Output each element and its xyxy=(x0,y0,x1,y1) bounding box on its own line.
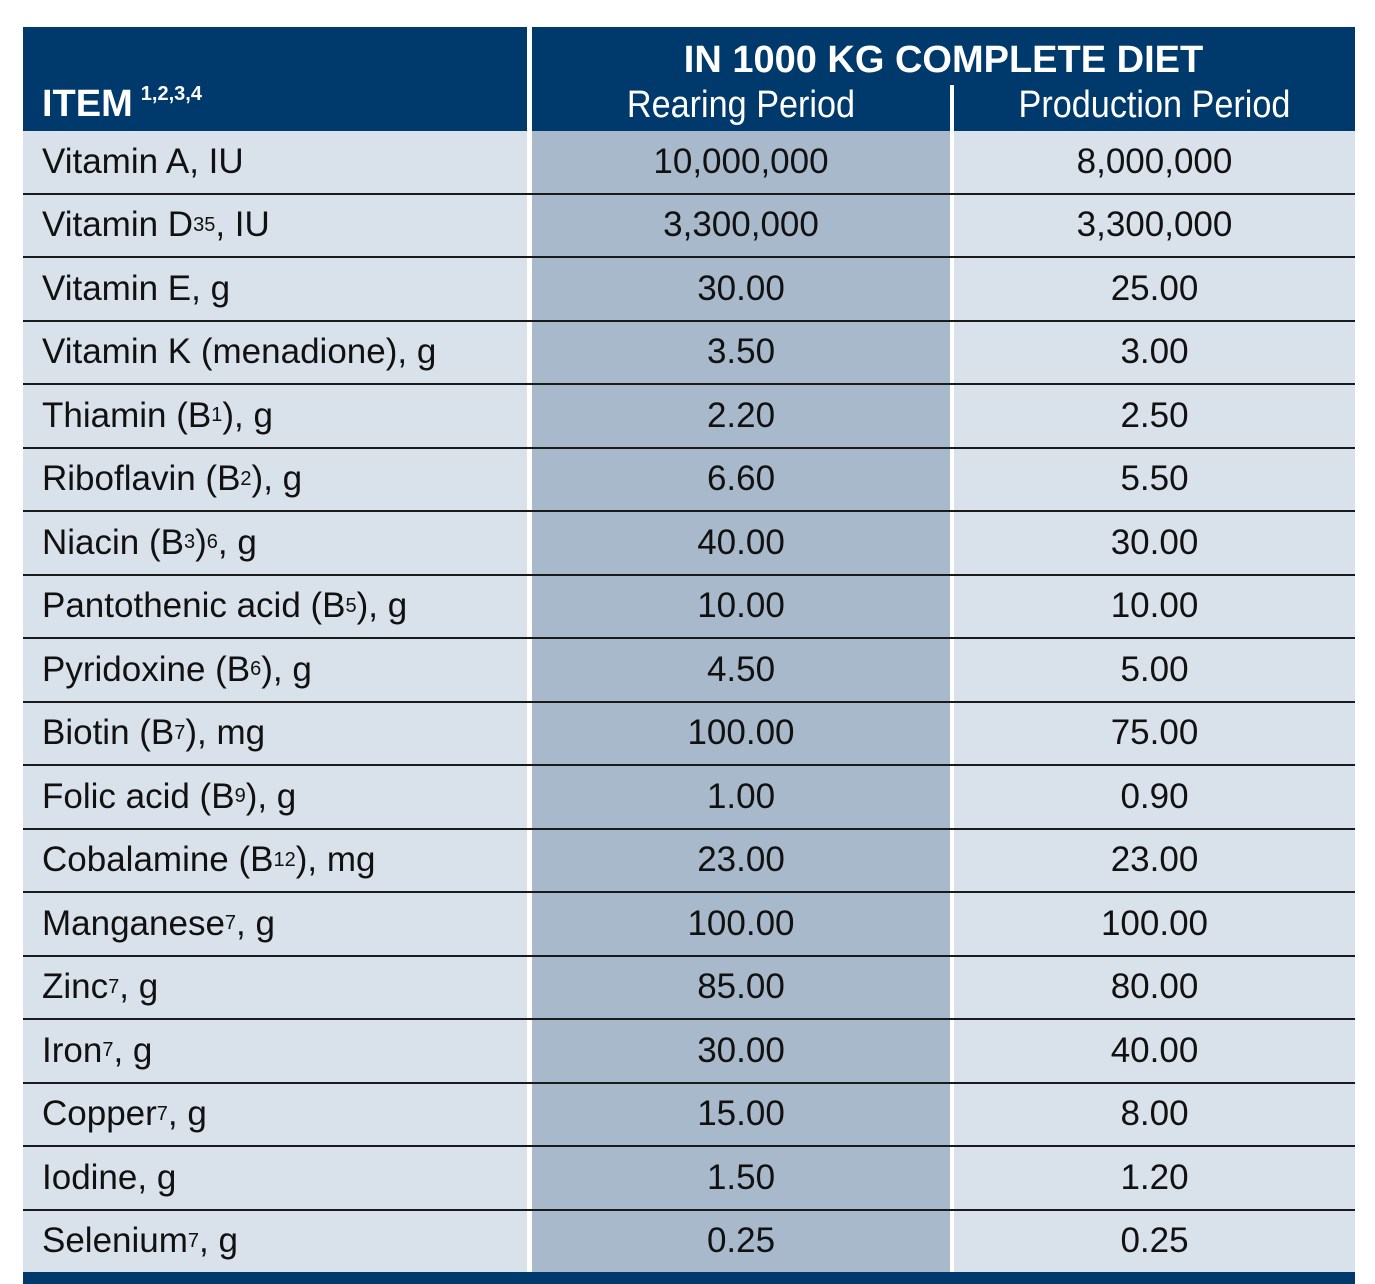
item-name: Iodine xyxy=(42,1157,138,1197)
item-subscript: 9 xyxy=(234,785,246,808)
production-value-cell: 0.25 xyxy=(1120,1221,1189,1261)
table-row xyxy=(23,385,1355,449)
rearing-value-cell: 15.00 xyxy=(532,1084,950,1146)
production-value-cell: 23.00 xyxy=(1110,840,1199,880)
item-unit: , IU xyxy=(215,205,270,245)
item-unit: ), mg xyxy=(185,713,266,753)
item-name: Cobalamine (B xyxy=(42,840,274,880)
item-unit: ), g xyxy=(245,776,297,816)
item-cell xyxy=(23,1211,527,1273)
item-subscript: 7 xyxy=(174,721,186,744)
item-cell xyxy=(23,639,527,701)
item-name: Riboflavin (B xyxy=(42,459,241,499)
item-subscript: 5 xyxy=(345,594,357,617)
item-header-text: ITEM xyxy=(42,83,133,125)
rearing-value-cell: 10.00 xyxy=(532,576,950,638)
production-value-cell: 80.00 xyxy=(1110,967,1199,1007)
table-row xyxy=(23,1211,1355,1273)
item-subscript: 3 xyxy=(193,213,205,236)
item-superscript: 7 xyxy=(102,1039,114,1062)
production-value-cell: 3,300,000 xyxy=(1076,205,1233,245)
table-row xyxy=(23,576,1355,640)
table-bottom-bar xyxy=(23,1272,1355,1284)
item-cell xyxy=(23,1084,527,1146)
rearing-value-cell: 6.60 xyxy=(532,449,950,511)
table-row xyxy=(23,1147,1355,1211)
item-cell xyxy=(23,385,527,447)
table-row xyxy=(23,195,1355,259)
item-name: Biotin (B xyxy=(42,713,175,753)
table-row xyxy=(23,322,1355,386)
item-cell xyxy=(23,322,527,384)
item-unit: ), mg xyxy=(295,840,376,880)
table-row xyxy=(23,893,1355,957)
production-value-cell: 25.00 xyxy=(1110,268,1199,308)
production-value-cell: 2.50 xyxy=(1120,395,1189,435)
table-row xyxy=(23,639,1355,703)
item-cell xyxy=(23,195,527,257)
table-row xyxy=(23,766,1355,830)
item-cell xyxy=(23,766,527,828)
item-name: Zinc xyxy=(42,967,109,1007)
rearing-value-cell: 1.50 xyxy=(532,1147,950,1209)
item-unit: , IU xyxy=(189,141,244,181)
rearing-value-cell: 30.00 xyxy=(532,1020,950,1082)
table-row xyxy=(23,703,1355,767)
table-row xyxy=(23,131,1355,195)
item-unit: , g xyxy=(191,268,231,308)
rearing-value-cell: 0.25 xyxy=(532,1211,950,1273)
item-unit: , g xyxy=(236,903,275,943)
vitamin-mineral-table xyxy=(23,27,1355,1284)
item-cell xyxy=(23,449,527,511)
production-value-cell: 3.00 xyxy=(1120,332,1189,372)
item-cell xyxy=(23,957,527,1019)
item-name: Vitamin D xyxy=(42,205,194,245)
item-unit: ) xyxy=(195,522,207,562)
item-unit: , g xyxy=(113,1030,153,1070)
item-cell xyxy=(23,830,527,892)
rearing-value-cell: 40.00 xyxy=(532,512,950,574)
item-name: Pyridoxine (B xyxy=(42,649,251,689)
item-name: Vitamin E xyxy=(42,268,192,308)
item-unit: , g xyxy=(397,332,437,372)
table-row xyxy=(23,258,1355,322)
item-subscript: 1 xyxy=(211,404,223,427)
rearing-value-cell: 3.50 xyxy=(532,322,950,384)
production-value-cell: 8,000,000 xyxy=(1076,141,1233,181)
production-value-cell: 0.90 xyxy=(1120,776,1189,816)
production-value-cell: 75.00 xyxy=(1110,713,1199,753)
item-name: Iron xyxy=(42,1030,103,1070)
table-row xyxy=(23,1020,1355,1084)
item-cell xyxy=(23,576,527,638)
item-name: Vitamin K (menadione) xyxy=(42,332,398,372)
item-unit: ), g xyxy=(356,586,408,626)
item-unit: , g xyxy=(199,1221,238,1261)
item-unit: ), g xyxy=(251,459,303,499)
rearing-value-cell: 4.50 xyxy=(532,639,950,701)
table-body xyxy=(23,131,1355,1272)
item-subscript: 2 xyxy=(240,467,252,490)
rearing-value-cell: 23.00 xyxy=(532,830,950,892)
table-row xyxy=(23,830,1355,894)
item-name: Vitamin A xyxy=(42,141,190,181)
item-superscript: 7 xyxy=(108,975,120,998)
item-unit: , g xyxy=(137,1157,177,1197)
item-name: Niacin (B xyxy=(42,522,184,562)
table-row xyxy=(23,1084,1355,1148)
rearing-value-cell: 100.00 xyxy=(532,893,950,955)
diet-group-title: IN 1000 KG COMPLETE DIET xyxy=(683,39,1204,81)
item-cell xyxy=(23,1147,527,1209)
production-value-cell: 40.00 xyxy=(1110,1030,1199,1070)
item-unit: , g xyxy=(119,967,159,1007)
item-footnotes: 1,2,3,4 xyxy=(140,83,202,105)
rearing-value-cell: 2.20 xyxy=(532,385,950,447)
item-subscript: 6 xyxy=(250,658,262,681)
item-superscript: 6 xyxy=(206,531,218,554)
item-column-header xyxy=(42,83,202,126)
item-name: Manganese xyxy=(42,903,225,943)
item-cell xyxy=(23,258,527,320)
item-unit: , g xyxy=(167,1094,207,1134)
item-unit: ), g xyxy=(261,649,312,689)
rearing-value-cell: 1.00 xyxy=(532,766,950,828)
production-value-cell: 30.00 xyxy=(1110,522,1199,562)
item-cell xyxy=(23,131,527,193)
table-row xyxy=(23,957,1355,1021)
item-superscript: 5 xyxy=(204,213,216,236)
header-subdivider xyxy=(950,85,954,131)
item-name: Folic acid (B xyxy=(42,776,235,816)
production-value-cell: 8.00 xyxy=(1120,1094,1189,1134)
production-value-cell: 10.00 xyxy=(1110,586,1199,626)
item-subscript: 12 xyxy=(273,848,296,871)
item-unit: ), g xyxy=(222,395,273,435)
rearing-value-cell: 3,300,000 xyxy=(532,195,950,257)
rearing-value-cell: 85.00 xyxy=(532,957,950,1019)
rearing-value-cell: 10,000,000 xyxy=(532,131,950,193)
table-row xyxy=(23,512,1355,576)
production-value-cell: 5.00 xyxy=(1120,649,1189,689)
item-superscript: 7 xyxy=(224,912,237,935)
item-cell xyxy=(23,893,527,955)
item-cell xyxy=(23,703,527,765)
item-cell xyxy=(23,1020,527,1082)
production-value-cell: 1.20 xyxy=(1120,1157,1189,1197)
item-name: Thiamin (B xyxy=(42,395,212,435)
production-period-header: Production Period xyxy=(1018,84,1291,126)
item-name: Pantothenic acid (B xyxy=(42,586,346,626)
item-name: Selenium xyxy=(42,1221,188,1261)
production-value-cell: 100.00 xyxy=(1100,903,1209,943)
item-cell xyxy=(23,512,527,574)
rearing-value-cell: 30.00 xyxy=(532,258,950,320)
table-header xyxy=(23,27,1355,131)
table-row xyxy=(23,449,1355,513)
item-unit: , g xyxy=(217,522,257,562)
item-superscript: 7 xyxy=(187,1229,200,1252)
production-value-cell: 5.50 xyxy=(1120,459,1189,499)
item-superscript: 7 xyxy=(156,1102,168,1125)
rearing-period-header: Rearing Period xyxy=(626,84,856,126)
item-name: Copper xyxy=(42,1094,157,1134)
item-subscript: 3 xyxy=(183,531,196,554)
rearing-value-cell: 100.00 xyxy=(532,703,950,765)
